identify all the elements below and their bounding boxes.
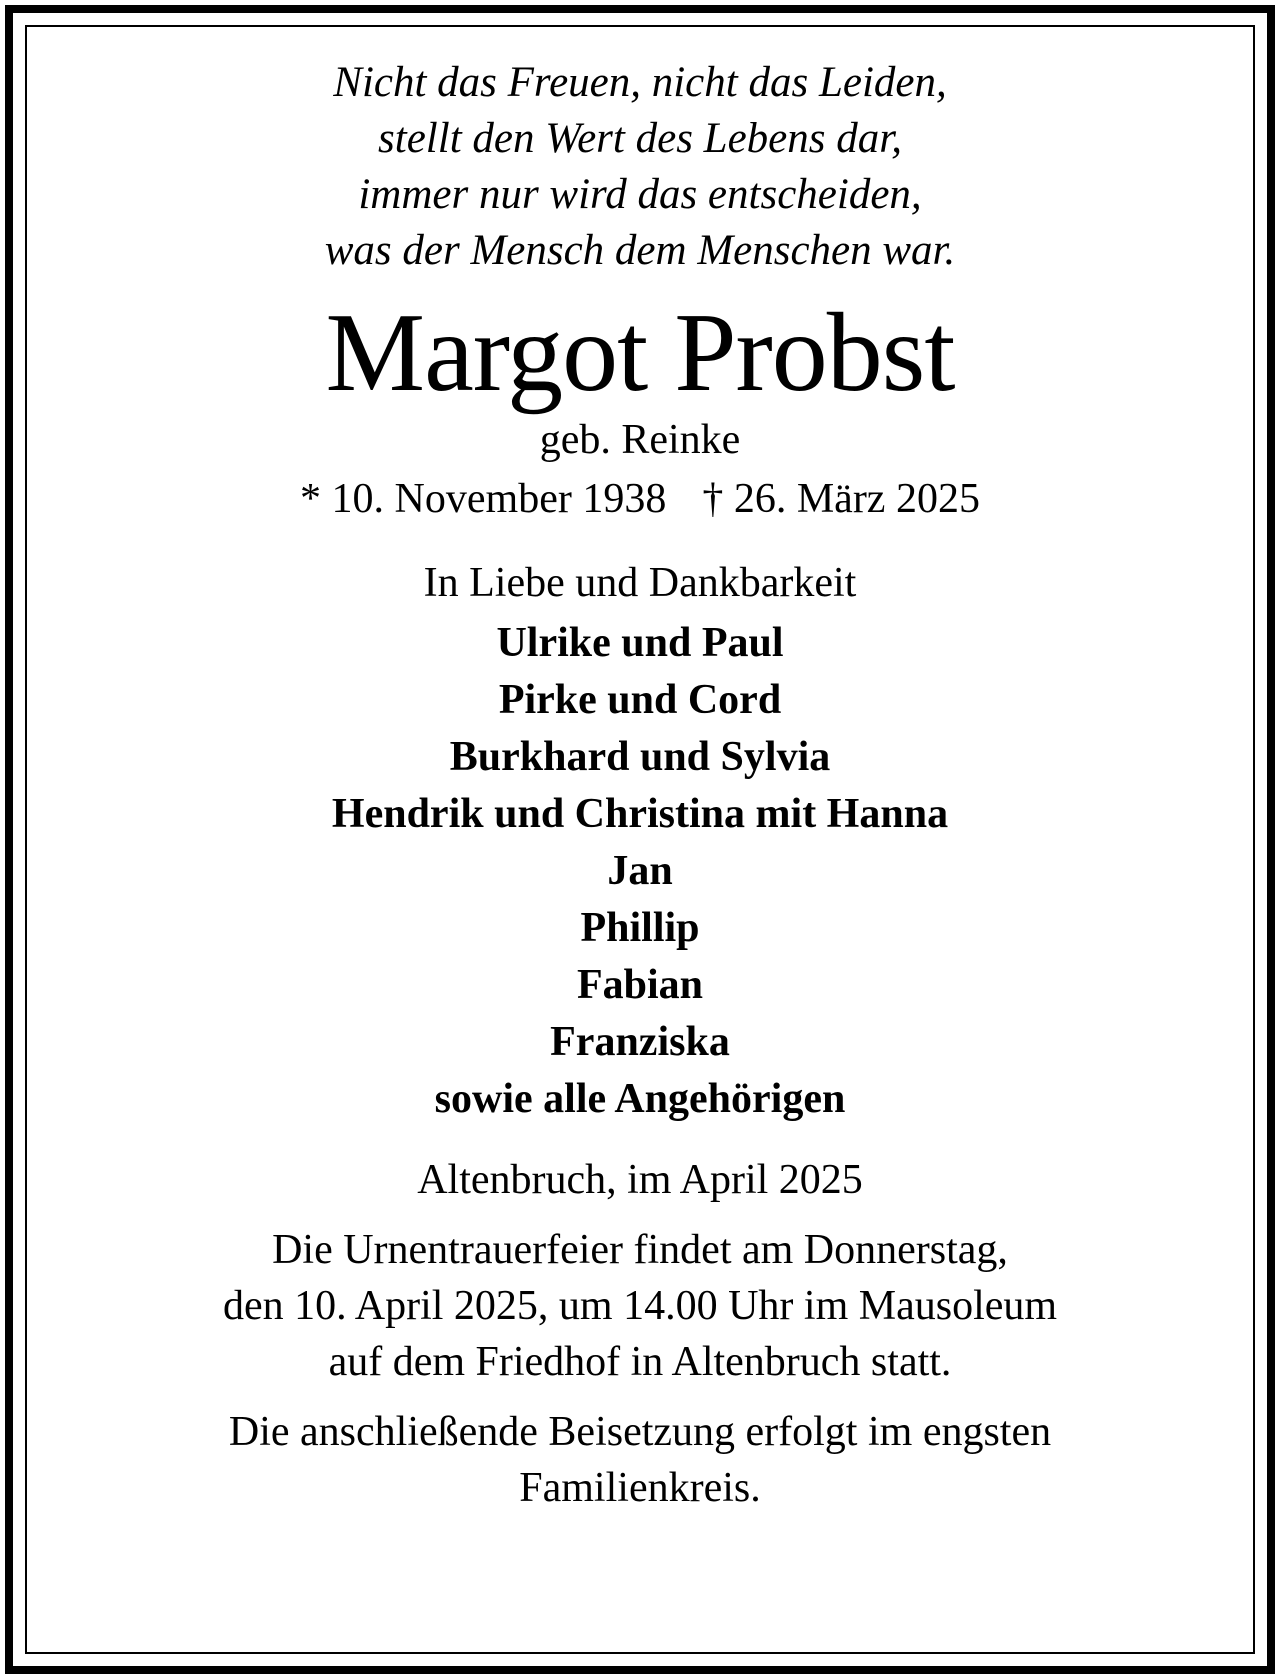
ceremony-line: auf dem Friedhof in Altenbruch statt. — [328, 1339, 952, 1385]
burial-info — [27, 1404, 1253, 1516]
poem-quote — [27, 55, 1253, 279]
mourner-entry: Burkhard und Sylvia — [449, 734, 831, 780]
poem-line: was der Mensch dem Menschen war. — [324, 227, 956, 274]
obituary-notice — [27, 27, 1253, 1516]
mourners-list — [27, 615, 1253, 1128]
deceased-name: Margot Probst — [325, 291, 955, 415]
mourner-entry: Jan — [607, 848, 673, 894]
mourner-entry: Ulrike und Paul — [496, 620, 784, 666]
maiden-name: geb. Reinke — [539, 417, 741, 463]
mourner-entry: Fabian — [576, 962, 704, 1008]
mourner-entry: sowie alle Angehörigen — [434, 1076, 846, 1122]
life-dates — [27, 473, 1253, 525]
birth-date: * 10. November 1938 — [300, 476, 667, 522]
death-date: † 26. März 2025 — [702, 476, 980, 522]
poem-line: immer nur wird das entscheiden, — [358, 171, 922, 218]
ceremony-line: Die Urnentrauerfeier findet am Donnerstag, — [272, 1227, 1008, 1273]
place-and-date: Altenbruch, im April 2025 — [417, 1157, 863, 1203]
burial-line: Familienkreis. — [519, 1465, 761, 1511]
mourning-intro: In Liebe und Dankbarkeit — [423, 560, 857, 606]
poem-line: Nicht das Freuen, nicht das Leiden, — [333, 59, 947, 106]
ceremony-line: den 10. April 2025, um 14.00 Uhr im Mausoleum — [222, 1283, 1058, 1329]
poem-line: stellt den Wert des Lebens dar, — [378, 115, 902, 162]
mourner-entry: Phillip — [580, 905, 700, 951]
mourner-entry: Franziska — [550, 1019, 730, 1065]
burial-line: Die anschließende Beisetzung erfolgt im engsten — [228, 1409, 1052, 1455]
ceremony-info — [27, 1222, 1253, 1390]
mourner-entry: Hendrik und Christina mit Hanna — [331, 791, 949, 837]
mourner-entry: Pirke und Cord — [498, 677, 782, 723]
